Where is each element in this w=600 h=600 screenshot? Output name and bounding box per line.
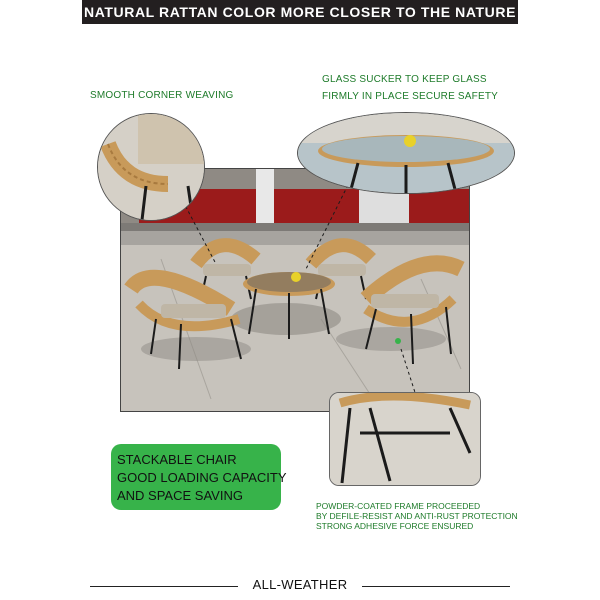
weaving-caption: SMOOTH CORNER WEAVING xyxy=(90,90,234,101)
top-banner: NATURAL RATTAN COLOR MORE CLOSER TO THE NATURE xyxy=(82,0,518,24)
frame-caption-line3: STRONG ADHESIVE FORCE ENSURED xyxy=(316,521,474,531)
frame-detail-inset xyxy=(329,392,481,486)
footer-label: ALL-WEATHER xyxy=(0,577,600,592)
stack-line1: STACKABLE CHAIR xyxy=(117,452,237,467)
glass-caption-line2: FIRMLY IN PLACE SECURE SAFETY xyxy=(322,91,499,102)
glass-detail-circle xyxy=(297,112,515,194)
stack-line2: GOOD LOADING CAPACITY xyxy=(117,470,287,485)
glass-caption-line1: GLASS SUCKER TO KEEP GLASS xyxy=(322,74,487,85)
stack-line3: AND SPACE SAVING xyxy=(117,488,243,503)
weaving-detail-circle xyxy=(97,113,205,221)
frame-caption-line1: POWDER-COATED FRAME PROCEEDED xyxy=(316,501,481,511)
frame-caption-line2: BY DEFILE-RESIST AND ANTI-RUST PROTECTION xyxy=(316,511,518,521)
stackable-callout xyxy=(111,444,287,510)
